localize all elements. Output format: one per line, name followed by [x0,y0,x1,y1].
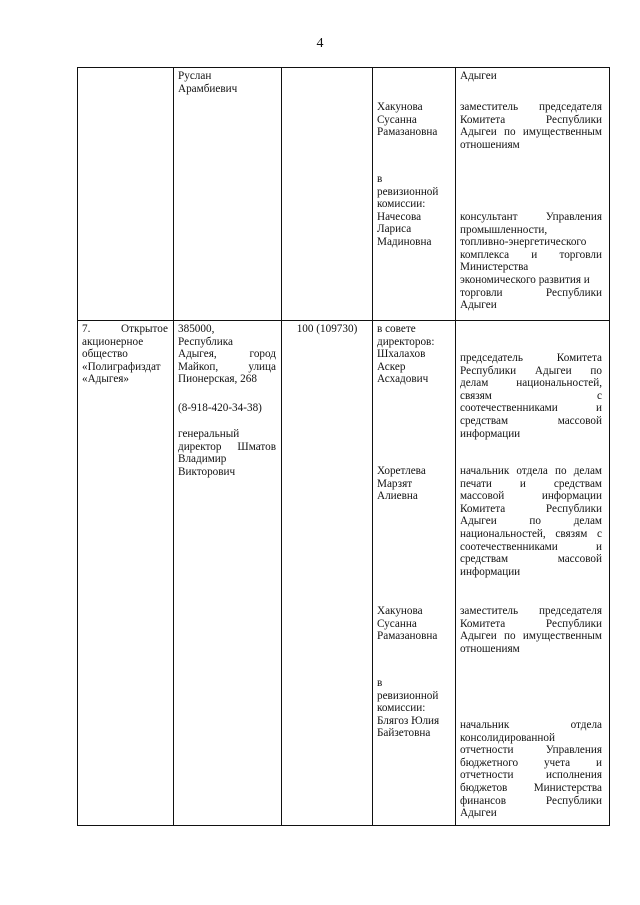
text-line: связям с [460,389,602,402]
text-line: начальник отдела по делам [460,465,602,477]
text-line: директор Шматов [178,440,276,453]
text-line: 385000, [178,323,215,335]
text-line: Комитета Республики [460,113,602,126]
text-line: соотечественниками и [460,402,602,415]
text-line: Комитета Республики [460,617,602,630]
row7-org-name [82,323,168,386]
text-line: Республика [178,335,233,348]
text-line: Байзетовна [377,727,431,740]
text-line: отношениям [460,138,520,151]
text-line: комиссии: [377,198,426,211]
text-line: Марзят [377,477,413,490]
text-line: бюджетного учета и [460,756,602,769]
text-line: Сусанна [377,113,417,126]
text-line: Шхалахов [377,348,426,361]
table-divider-2 [281,67,282,826]
row7-position-4 [460,719,602,820]
text-line: Арамбиевич [178,82,238,95]
text-line: средствам массовой [460,414,602,427]
text-line: Хакунова [377,605,423,617]
table-divider-4 [455,67,456,826]
text-line: в [377,677,383,689]
row7-revision [377,677,453,740]
row-divider [77,320,610,321]
row7-share [282,323,372,336]
text-line: в совете [377,323,416,335]
text-line: акционерное [82,335,144,348]
prev-address-cell [178,70,276,95]
prev-group-revision [377,173,453,249]
text-line: в [377,173,383,185]
text-line: массовой информации [460,490,602,503]
text-line: Комитета Республики [460,502,602,515]
text-line: Рамазановна [377,630,438,643]
row7-position-3 [460,605,602,655]
page-number: 4 [316,36,324,51]
text-line: Руслан [178,70,212,82]
text-line: Аскер [377,360,406,373]
text-line: информации [460,427,521,440]
text-line: комиссии: [377,702,426,715]
text-line: консолидированной [460,731,555,744]
text-line: Майкоп, улица [178,360,276,373]
text-line: председатель Комитета [460,352,602,364]
row7-person-3 [377,605,453,643]
text-line: заместитель председателя [460,101,602,113]
text-line: Министерства [460,261,529,274]
row7-phone [178,402,276,415]
text-line: Адыгеи [460,70,497,82]
text-line: Сусанна [377,617,417,630]
text-line: топливно-энергетического [460,236,587,249]
text-line: Асхадович [377,373,429,386]
row7-position-2 [460,465,602,578]
text-line: Пионерская, 268 [178,373,257,386]
text-line: Мадиновна [377,235,432,248]
text-line: заместитель председателя [460,605,602,617]
text-line: директоров: [377,335,435,348]
text-line: ревизионной [377,689,439,702]
table-divider-3 [372,67,373,826]
prev-position-2 [460,211,602,312]
table-border-bottom [77,825,610,826]
text-line: соотечественниками и [460,540,602,553]
text-line: Начесова [377,210,422,223]
text-line: Республики Адыгеи по [460,364,602,377]
text-line: средствам массовой [460,553,602,566]
text-line: отчетности Управления [460,744,602,757]
table-border-top [77,67,610,68]
text-line: экономического развития и [460,273,590,286]
row7-person-2 [377,465,453,503]
text-line: Хакунова [377,101,423,113]
row7-director [178,428,276,478]
text-line: национальностей, связям с [460,527,602,540]
prev-person-1 [377,101,453,139]
text-line: торговли Республики [460,286,602,299]
prev-position-1 [460,101,602,151]
text-line: комплекса и торговли [460,248,602,261]
text-line: Рамазановна [377,126,438,139]
prev-position-head [460,70,602,83]
text-line: Викторович [178,465,236,478]
text-line: отношениям [460,642,520,655]
table-border-right [609,67,610,826]
text-line: финансов Республики [460,794,602,807]
text-line: Хоретлева [377,465,426,477]
text-line: бюджетов Министерства [460,781,602,794]
text-line: Лариса [377,223,412,236]
text-line: 7. Открытое [82,323,168,335]
text-line: Владимир [178,453,227,466]
text-line: Адыгеи по имущественным [460,126,602,139]
row7-board [377,323,453,386]
text-line: отчетности исполнения [460,769,602,782]
text-line: генеральный [178,428,240,440]
table-border-left [77,67,78,826]
text-line: Алиевна [377,490,418,503]
text-line: «Полиграфиздат [82,360,161,373]
text-line: делам национальностей, [460,377,602,390]
text-line: Адыгея, город [178,348,276,361]
text-line: Адыгеи по имущественным [460,630,602,643]
text-line: «Адыгея» [82,373,130,386]
text-line: Блягоз Юлия [377,714,440,727]
text-line: печати и средствам [460,477,602,490]
text-line: консультант Управления [460,211,602,223]
text-line: промышленности, [460,223,548,236]
text-line: Адыгеи [460,299,497,312]
text-line: Адыгеи по делам [460,515,602,528]
text-line: информации [460,565,521,578]
phone-number: (8-918-420-34-38) [178,402,262,414]
text-line: ревизионной [377,185,439,198]
text-line: Адыгеи [460,807,497,820]
row7-address [178,323,276,386]
table-divider-1 [173,67,174,826]
share-value: 100 (109730) [296,323,358,335]
text-line: общество [82,348,128,361]
text-line: начальник отдела [460,719,602,731]
row7-position-1 [460,352,602,440]
